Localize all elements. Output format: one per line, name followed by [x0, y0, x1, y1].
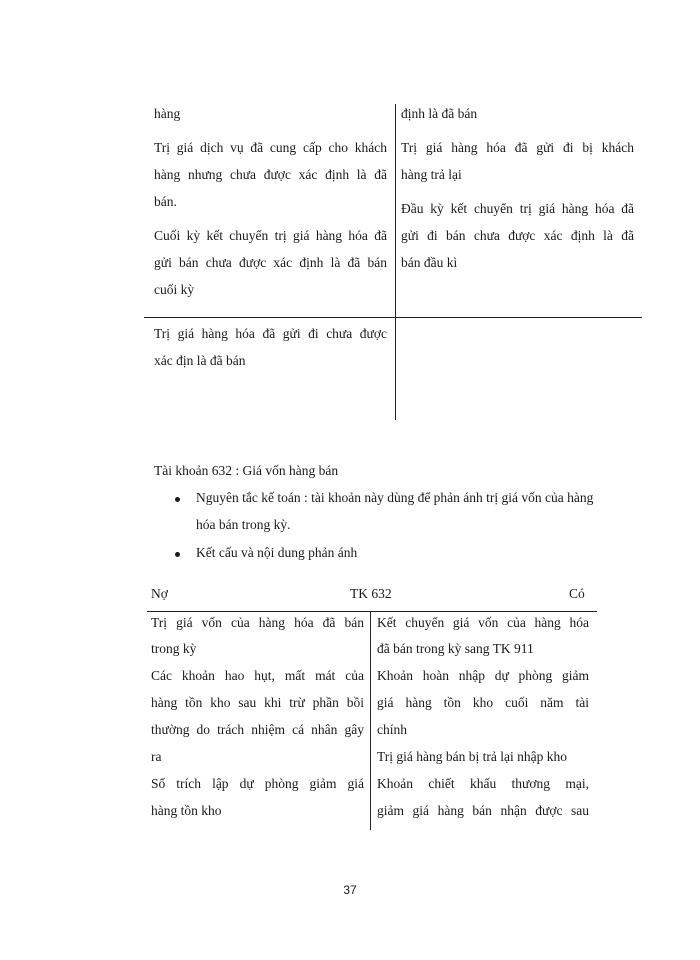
right-entry-line: Đầu kỳ kết chuyển trị giá hàng hóa đã [401, 201, 634, 216]
credit-line: Khoản hoàn nhập dự phòng giảm [377, 668, 589, 683]
bullet-icon [175, 497, 180, 502]
bullet-text: hóa bán trong kỳ. [196, 517, 291, 532]
right-entry-line: hàng trả lại [401, 167, 462, 182]
account-label: TK 632 [350, 586, 392, 601]
credit-line: chính [377, 722, 407, 737]
t-account-divider-vertical [395, 104, 396, 420]
debit-line: Các khoản hao hụt, mất mát của [151, 668, 364, 683]
balance-line: Trị giá hàng hóa đã gửi đi chưa được [154, 326, 387, 341]
page-number: 37 [343, 883, 357, 897]
debit-line: ra [151, 749, 162, 764]
credit-label: Có [569, 586, 585, 601]
debit-line: hàng tồn kho sau khi trừ phần bồi [151, 695, 364, 710]
debit-line: Trị giá vốn của hàng hóa đã bán [151, 615, 364, 630]
debit-line: thường do trách nhiệm cá nhân gây [151, 722, 364, 737]
right-entry-line: bán đầu kì [401, 255, 458, 270]
debit-line: trong kỳ [151, 641, 197, 656]
t-account-divider-vertical [370, 612, 371, 830]
debit-label: Nợ [151, 586, 168, 601]
bullet-text: Nguyên tắc kế toán : tài khoản này dùng để phản ánh trị giá vốn của hàng [196, 490, 594, 505]
bullet-text: Kết cấu và nội dung phản ánh [196, 545, 358, 560]
debit-line: hàng tồn kho [151, 803, 222, 818]
left-entry-line: hàng [154, 106, 181, 121]
left-entry-line: Trị giá dịch vụ đã cung cấp cho khách [154, 140, 387, 155]
credit-line: Kết chuyển giá vốn của hàng hóa [377, 615, 589, 630]
right-entry-line: gửi đi bán chưa được xác định là đã [401, 228, 634, 243]
credit-line: giá hàng tồn kho cuối năm tài [377, 695, 589, 710]
bullet-icon [175, 552, 180, 557]
left-entry-line: hàng nhưng chưa được xác định là đã [154, 167, 387, 182]
t-account-top-line [147, 611, 597, 612]
credit-line: đã bán trong kỳ sang TK 911 [377, 641, 534, 656]
left-entry-line: bán. [154, 194, 177, 209]
credit-line: giảm giá hàng bán nhận được sau [377, 803, 589, 818]
section-title: Tài khoản 632 : Giá vốn hàng bán [154, 463, 339, 478]
credit-line: Khoản chiết khấu thương mại, [377, 776, 589, 791]
left-entry-line: cuối kỳ [154, 282, 195, 297]
left-entry-line: Cuối kỳ kết chuyển trị giá hàng hóa đã [154, 228, 387, 243]
right-entry-line: định là đã bán [401, 106, 478, 121]
t-account-balance-line [144, 317, 642, 318]
right-entry-line: Trị giá hàng hóa đã gửi đi bị khách [401, 140, 634, 155]
left-entry-line: gửi bán chưa được xác định là đã bán [154, 255, 387, 270]
credit-line: Trị giá hàng bán bị trả lại nhập kho [377, 749, 567, 764]
debit-line: Số trích lập dự phòng giảm giá [151, 776, 364, 791]
balance-line: xác địn là đã bán [154, 353, 246, 368]
